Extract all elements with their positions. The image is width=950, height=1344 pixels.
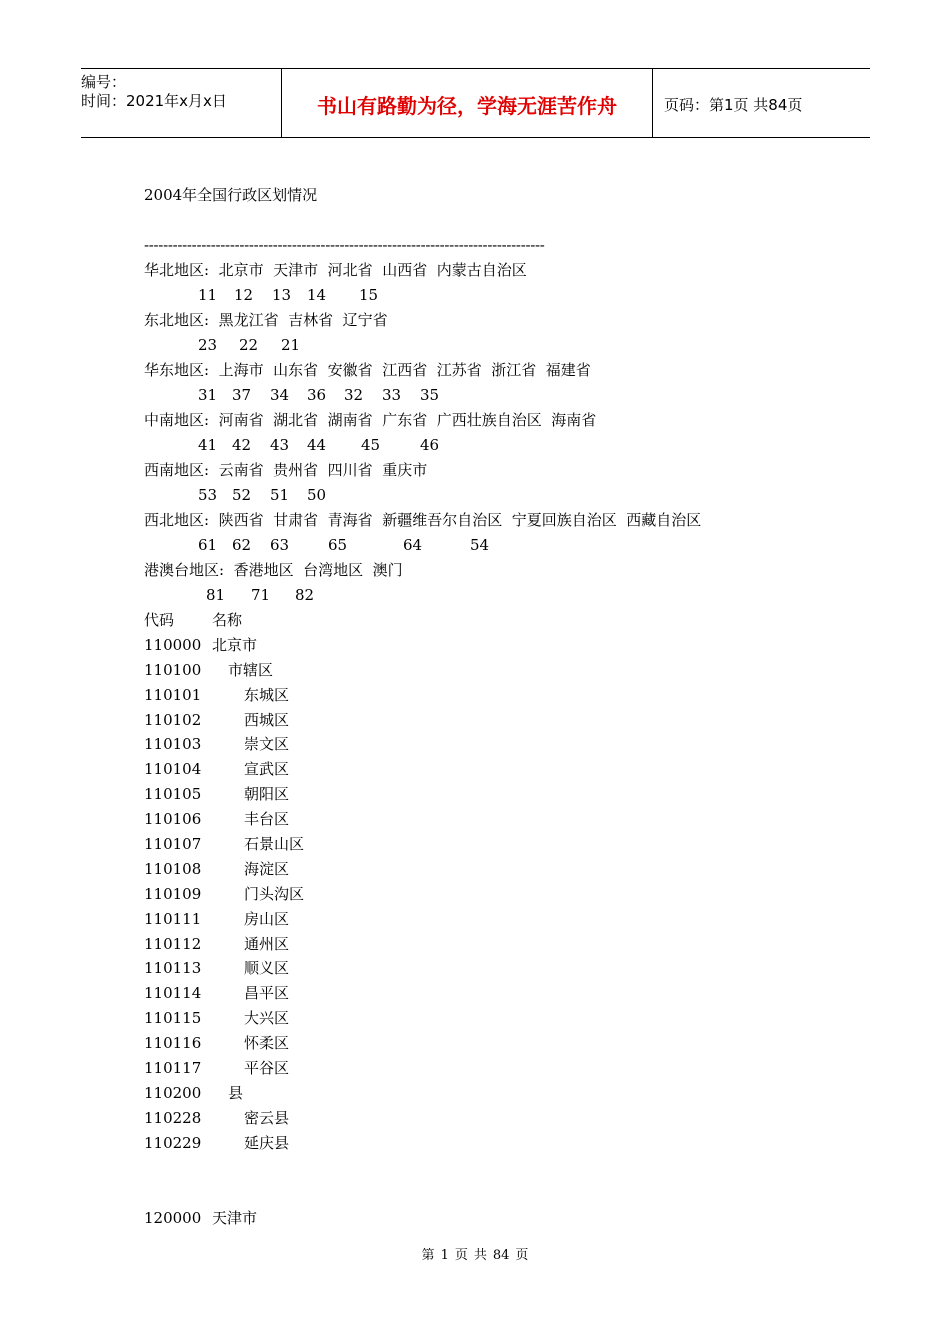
region-code: 23 (198, 336, 218, 354)
region-code: 33 (382, 386, 402, 404)
table-row (144, 981, 844, 1006)
region-codes (144, 333, 844, 358)
region-code: 12 (234, 286, 254, 304)
region-code: 52 (232, 486, 252, 504)
footer-page-number: 1 (440, 1248, 449, 1263)
region-code: 53 (198, 486, 218, 504)
table-row (144, 708, 844, 733)
table-row (144, 932, 844, 957)
region-code: 82 (295, 586, 315, 604)
entry-name: 通州区 (244, 934, 290, 953)
table-row (144, 633, 844, 658)
number-label: 编号： (81, 73, 127, 91)
entry-name: 北京市 (212, 635, 258, 654)
region-codes (144, 533, 844, 558)
code-column-header: 代码 (144, 611, 175, 629)
entry-name: 延庆县 (244, 1133, 290, 1152)
region-code: 35 (420, 386, 440, 404)
table-row (144, 732, 844, 757)
footer-total-pages: 84 (492, 1248, 510, 1263)
header-left-cell (81, 69, 281, 141)
entry-code: 110105 (144, 785, 202, 804)
entry-code: 110229 (144, 1133, 202, 1152)
entry-name: 大兴区 (244, 1009, 290, 1028)
table-row (144, 757, 844, 782)
region-code: 46 (420, 436, 440, 454)
table-row (144, 1031, 844, 1056)
footer-text-2: 页 (454, 1248, 468, 1263)
region-code: 50 (307, 486, 327, 504)
entry-name: 密云县 (244, 1108, 290, 1127)
entry-name: 平谷区 (244, 1059, 290, 1078)
region-code: 14 (307, 286, 327, 304)
table-row (144, 956, 844, 981)
entry-name: 怀柔区 (244, 1034, 290, 1053)
page-footer (0, 1244, 950, 1263)
table-row (144, 683, 844, 708)
region-line: 港澳台地区: 香港地区 台湾地区 澳门 (144, 561, 403, 579)
region-codes (144, 383, 844, 408)
next-entry-code: 120000 (144, 1208, 202, 1227)
next-entry-row (144, 1206, 844, 1231)
table-row (144, 807, 844, 832)
entry-code: 110112 (144, 934, 202, 953)
region-code: 34 (270, 386, 290, 404)
table-row (144, 782, 844, 807)
table-row (144, 658, 844, 683)
entry-name: 门头沟区 (244, 884, 305, 903)
region-line: 东北地区: 黑龙江省 吉林省 辽宁省 (144, 311, 388, 329)
entry-code: 110114 (144, 984, 202, 1003)
entry-code: 110228 (144, 1108, 202, 1127)
table-row (144, 1131, 844, 1156)
region-code: 64 (403, 536, 423, 554)
entry-code: 110108 (144, 859, 202, 878)
table-row (144, 832, 844, 857)
region-code: 11 (198, 286, 218, 304)
table-row (144, 1056, 844, 1081)
region-code: 41 (198, 436, 218, 454)
region-code: 45 (361, 436, 381, 454)
document-body (144, 183, 844, 1230)
entry-name: 海淀区 (244, 859, 290, 878)
entry-name: 宣武区 (244, 760, 290, 779)
region-line: 华北地区: 北京市 天津市 河北省 山西省 内蒙古自治区 (144, 261, 527, 279)
region-line: 西南地区: 云南省 贵州省 四川省 重庆市 (144, 461, 428, 479)
table-row (144, 1006, 844, 1031)
entry-name: 顺义区 (244, 959, 290, 978)
entry-name: 朝阳区 (244, 785, 290, 804)
region-code: 65 (328, 536, 348, 554)
region-code: 15 (359, 286, 379, 304)
footer-text-1: 第 (421, 1248, 435, 1263)
region-code: 51 (270, 486, 290, 504)
region-code: 31 (198, 386, 218, 404)
region-code: 22 (239, 336, 259, 354)
time-label: 时间：2021年x月x日 (81, 92, 227, 110)
region-code: 43 (270, 436, 290, 454)
entry-code: 110102 (144, 710, 202, 729)
region-code: 32 (344, 386, 364, 404)
entry-name: 房山区 (244, 909, 290, 928)
region-code: 54 (470, 536, 490, 554)
region-code: 63 (270, 536, 290, 554)
region-code: 37 (232, 386, 252, 404)
region-code: 61 (198, 536, 218, 554)
entry-code: 110117 (144, 1059, 202, 1078)
table-row (144, 857, 844, 882)
entry-code: 110113 (144, 959, 202, 978)
region-codes (144, 283, 844, 308)
entry-name: 丰台区 (244, 810, 290, 829)
region-code: 44 (307, 436, 327, 454)
entry-code: 110109 (144, 884, 202, 903)
region-line: 华东地区: 上海市 山东省 安徽省 江西省 江苏省 浙江省 福建省 (144, 361, 591, 379)
region-code: 36 (307, 386, 327, 404)
page-info: 页码：第1页 共84页 (664, 96, 803, 114)
entry-name: 昌平区 (244, 984, 290, 1003)
next-entry-name: 天津市 (212, 1208, 258, 1227)
table-row (144, 1106, 844, 1131)
table-header (144, 608, 844, 633)
entry-name: 市辖区 (228, 660, 274, 679)
entries-list (144, 633, 844, 1156)
entry-name: 西城区 (244, 710, 290, 729)
region-code: 21 (281, 336, 301, 354)
table-row (144, 907, 844, 932)
region-code: 62 (232, 536, 252, 554)
entry-code: 110106 (144, 810, 202, 829)
footer-text-4: 页 (515, 1248, 529, 1263)
entry-name: 崇文区 (244, 735, 290, 754)
entry-name: 东城区 (244, 685, 290, 704)
entry-name: 石景山区 (244, 835, 305, 854)
table-row (144, 1081, 844, 1106)
slogan: 书山有路勤为径，学海无涯苦作舟 (281, 69, 653, 137)
footer-text-3: 共 (473, 1248, 487, 1263)
entry-code: 110111 (144, 909, 202, 928)
region-codes (144, 433, 844, 458)
entry-code: 110116 (144, 1034, 202, 1053)
entry-name: 县 (228, 1083, 244, 1102)
region-code: 42 (232, 436, 252, 454)
document-title: 2004年全国行政区划情况 (144, 186, 318, 204)
page-header (81, 68, 870, 138)
region-code: 13 (272, 286, 292, 304)
entry-code: 110101 (144, 685, 202, 704)
region-codes (144, 483, 844, 508)
divider-line: ------------------------------------------------------------------------------------ (144, 236, 545, 254)
entry-code: 110100 (144, 660, 202, 679)
region-line: 西北地区: 陕西省 甘肃省 青海省 新疆维吾尔自治区 宁夏回族自治区 西藏自治区 (144, 511, 702, 529)
entry-code: 110103 (144, 735, 202, 754)
entry-code: 110200 (144, 1083, 202, 1102)
entry-code: 110000 (144, 635, 202, 654)
entry-code: 110107 (144, 835, 202, 854)
region-code: 71 (251, 586, 271, 604)
entry-code: 110104 (144, 760, 202, 779)
region-code: 81 (206, 586, 226, 604)
table-row (144, 882, 844, 907)
regions-list (144, 258, 844, 608)
region-line: 中南地区: 河南省 湖北省 湖南省 广东省 广西壮族自治区 海南省 (144, 411, 597, 429)
entry-code: 110115 (144, 1009, 202, 1028)
region-codes (144, 583, 844, 608)
name-column-header: 名称 (212, 611, 243, 629)
